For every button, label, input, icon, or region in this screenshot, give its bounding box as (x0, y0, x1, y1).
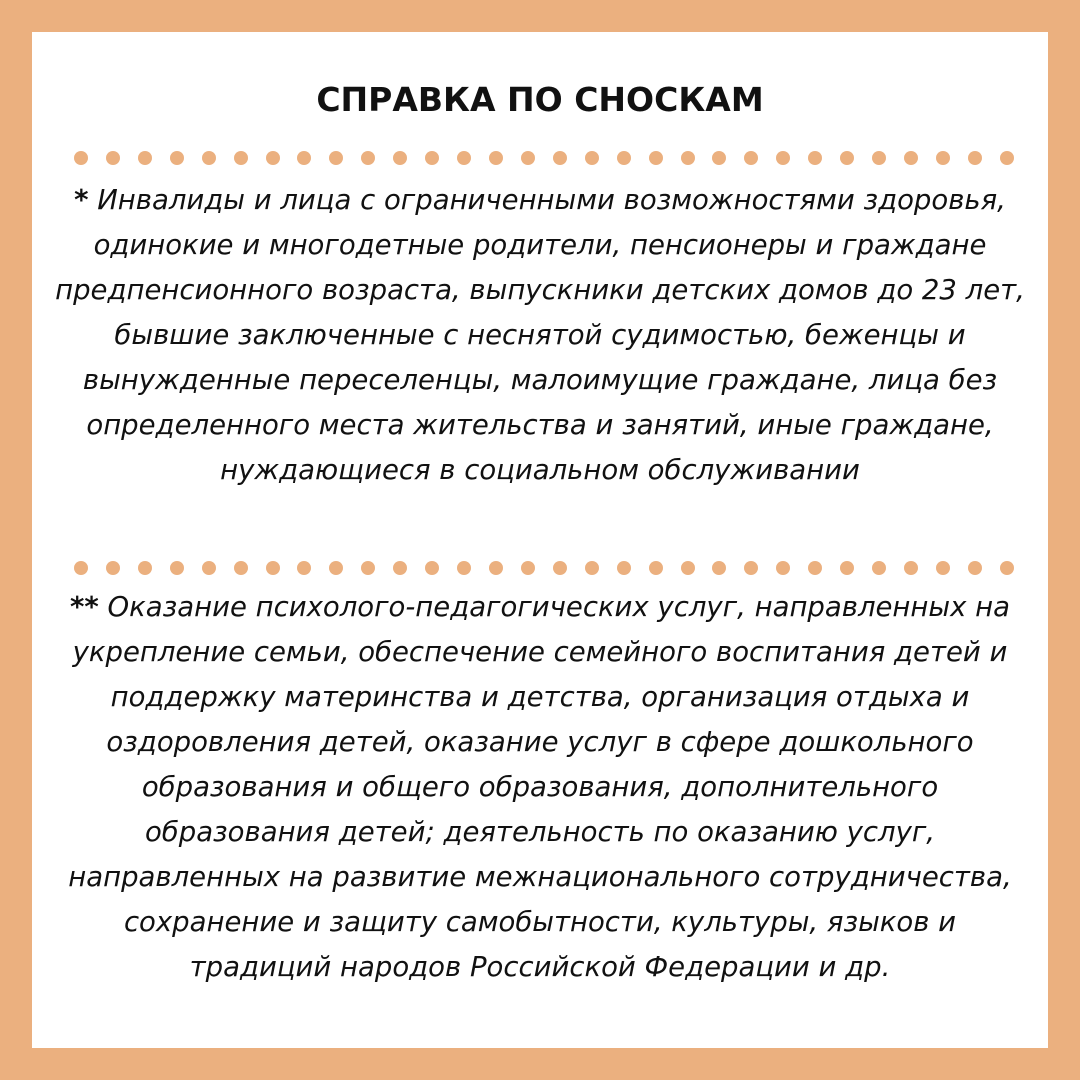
divider-dot (489, 151, 503, 165)
divider-dot (649, 151, 663, 165)
divider-dot (138, 151, 152, 165)
divider-dot (202, 151, 216, 165)
divider-dot (297, 151, 311, 165)
divider-dot (744, 151, 758, 165)
divider-dot (234, 561, 248, 575)
divider-dot (234, 151, 248, 165)
divider-dot (457, 561, 471, 575)
divider-dot (74, 151, 88, 165)
divider-dot (681, 151, 695, 165)
divider-dot (202, 561, 216, 575)
divider-dot (1000, 561, 1014, 575)
divider-dot (361, 561, 375, 575)
divider-dot (521, 151, 535, 165)
divider-dot (872, 561, 886, 575)
divider-dot (936, 561, 950, 575)
divider-dot (457, 151, 471, 165)
divider-dot (361, 151, 375, 165)
divider-dot (617, 151, 631, 165)
divider-dot (585, 561, 599, 575)
divider-dot (840, 151, 854, 165)
divider-dot (585, 151, 599, 165)
footnote-text: Оказание психолого-педагогических услуг, направленных на укрепление семьи, обеспечение семейного воспитания детей и поддержку материнства и детства, организация отдыха и оздоровления детей, оказание услуг в сфере дошкольного образования и общего образования, дополнительного образования детей; деятельность по оказанию услуг, направленных на развитие межнационального сотрудничества, сохранение и защиту самобытности, культуры, языков и традиций народов Российской Федерации и др. (68, 591, 1012, 983)
divider-dot (106, 561, 120, 575)
footnote-marker: ** (70, 591, 99, 623)
divider-dot (106, 151, 120, 165)
divider-dot (138, 561, 152, 575)
footnote-2 (50, 585, 1030, 990)
divider-dot (649, 561, 663, 575)
dotted-divider (74, 150, 1014, 166)
divider-dot (617, 561, 631, 575)
dotted-divider (74, 560, 1014, 576)
divider-dot (393, 151, 407, 165)
divider-dot (553, 151, 567, 165)
divider-dot (1000, 151, 1014, 165)
divider-dot (808, 151, 822, 165)
divider-dot (712, 151, 726, 165)
page-title: СПРАВКА ПО СНОСКАМ (316, 80, 764, 119)
divider-dot (74, 561, 88, 575)
divider-dot (712, 561, 726, 575)
divider-dot (297, 561, 311, 575)
divider-dot (393, 561, 407, 575)
footnote-text: Инвалиды и лица с ограниченными возможностями здоровья, одинокие и многодетные родители, пенсионеры и граждане предпенсионного возраста, выпускники детских домов до 23 лет, бывшие заключенные с неснятой судимостью, беженцы и вынужденные переселенцы, малоимущие граждане, лица без определенного места жительства и занятий, иные граждане, нуждающиеся в социальном обслуживании (55, 184, 1025, 486)
divider-dot (904, 561, 918, 575)
divider-dot (170, 561, 184, 575)
footnote-marker: * (74, 184, 89, 216)
divider-dot (840, 561, 854, 575)
divider-dot (553, 561, 567, 575)
divider-dot (872, 151, 886, 165)
divider-dot (968, 151, 982, 165)
divider-dot (266, 561, 280, 575)
divider-dot (170, 151, 184, 165)
divider-dot (681, 561, 695, 575)
divider-dot (968, 561, 982, 575)
divider-dot (425, 151, 439, 165)
divider-dot (489, 561, 503, 575)
divider-dot (936, 151, 950, 165)
divider-dot (425, 561, 439, 575)
divider-dot (744, 561, 758, 575)
divider-dot (904, 151, 918, 165)
divider-dot (776, 151, 790, 165)
divider-dot (776, 561, 790, 575)
divider-dot (329, 151, 343, 165)
footnote-1 (50, 178, 1030, 493)
divider-dot (266, 151, 280, 165)
divider-dot (329, 561, 343, 575)
divider-dot (521, 561, 535, 575)
divider-dot (808, 561, 822, 575)
